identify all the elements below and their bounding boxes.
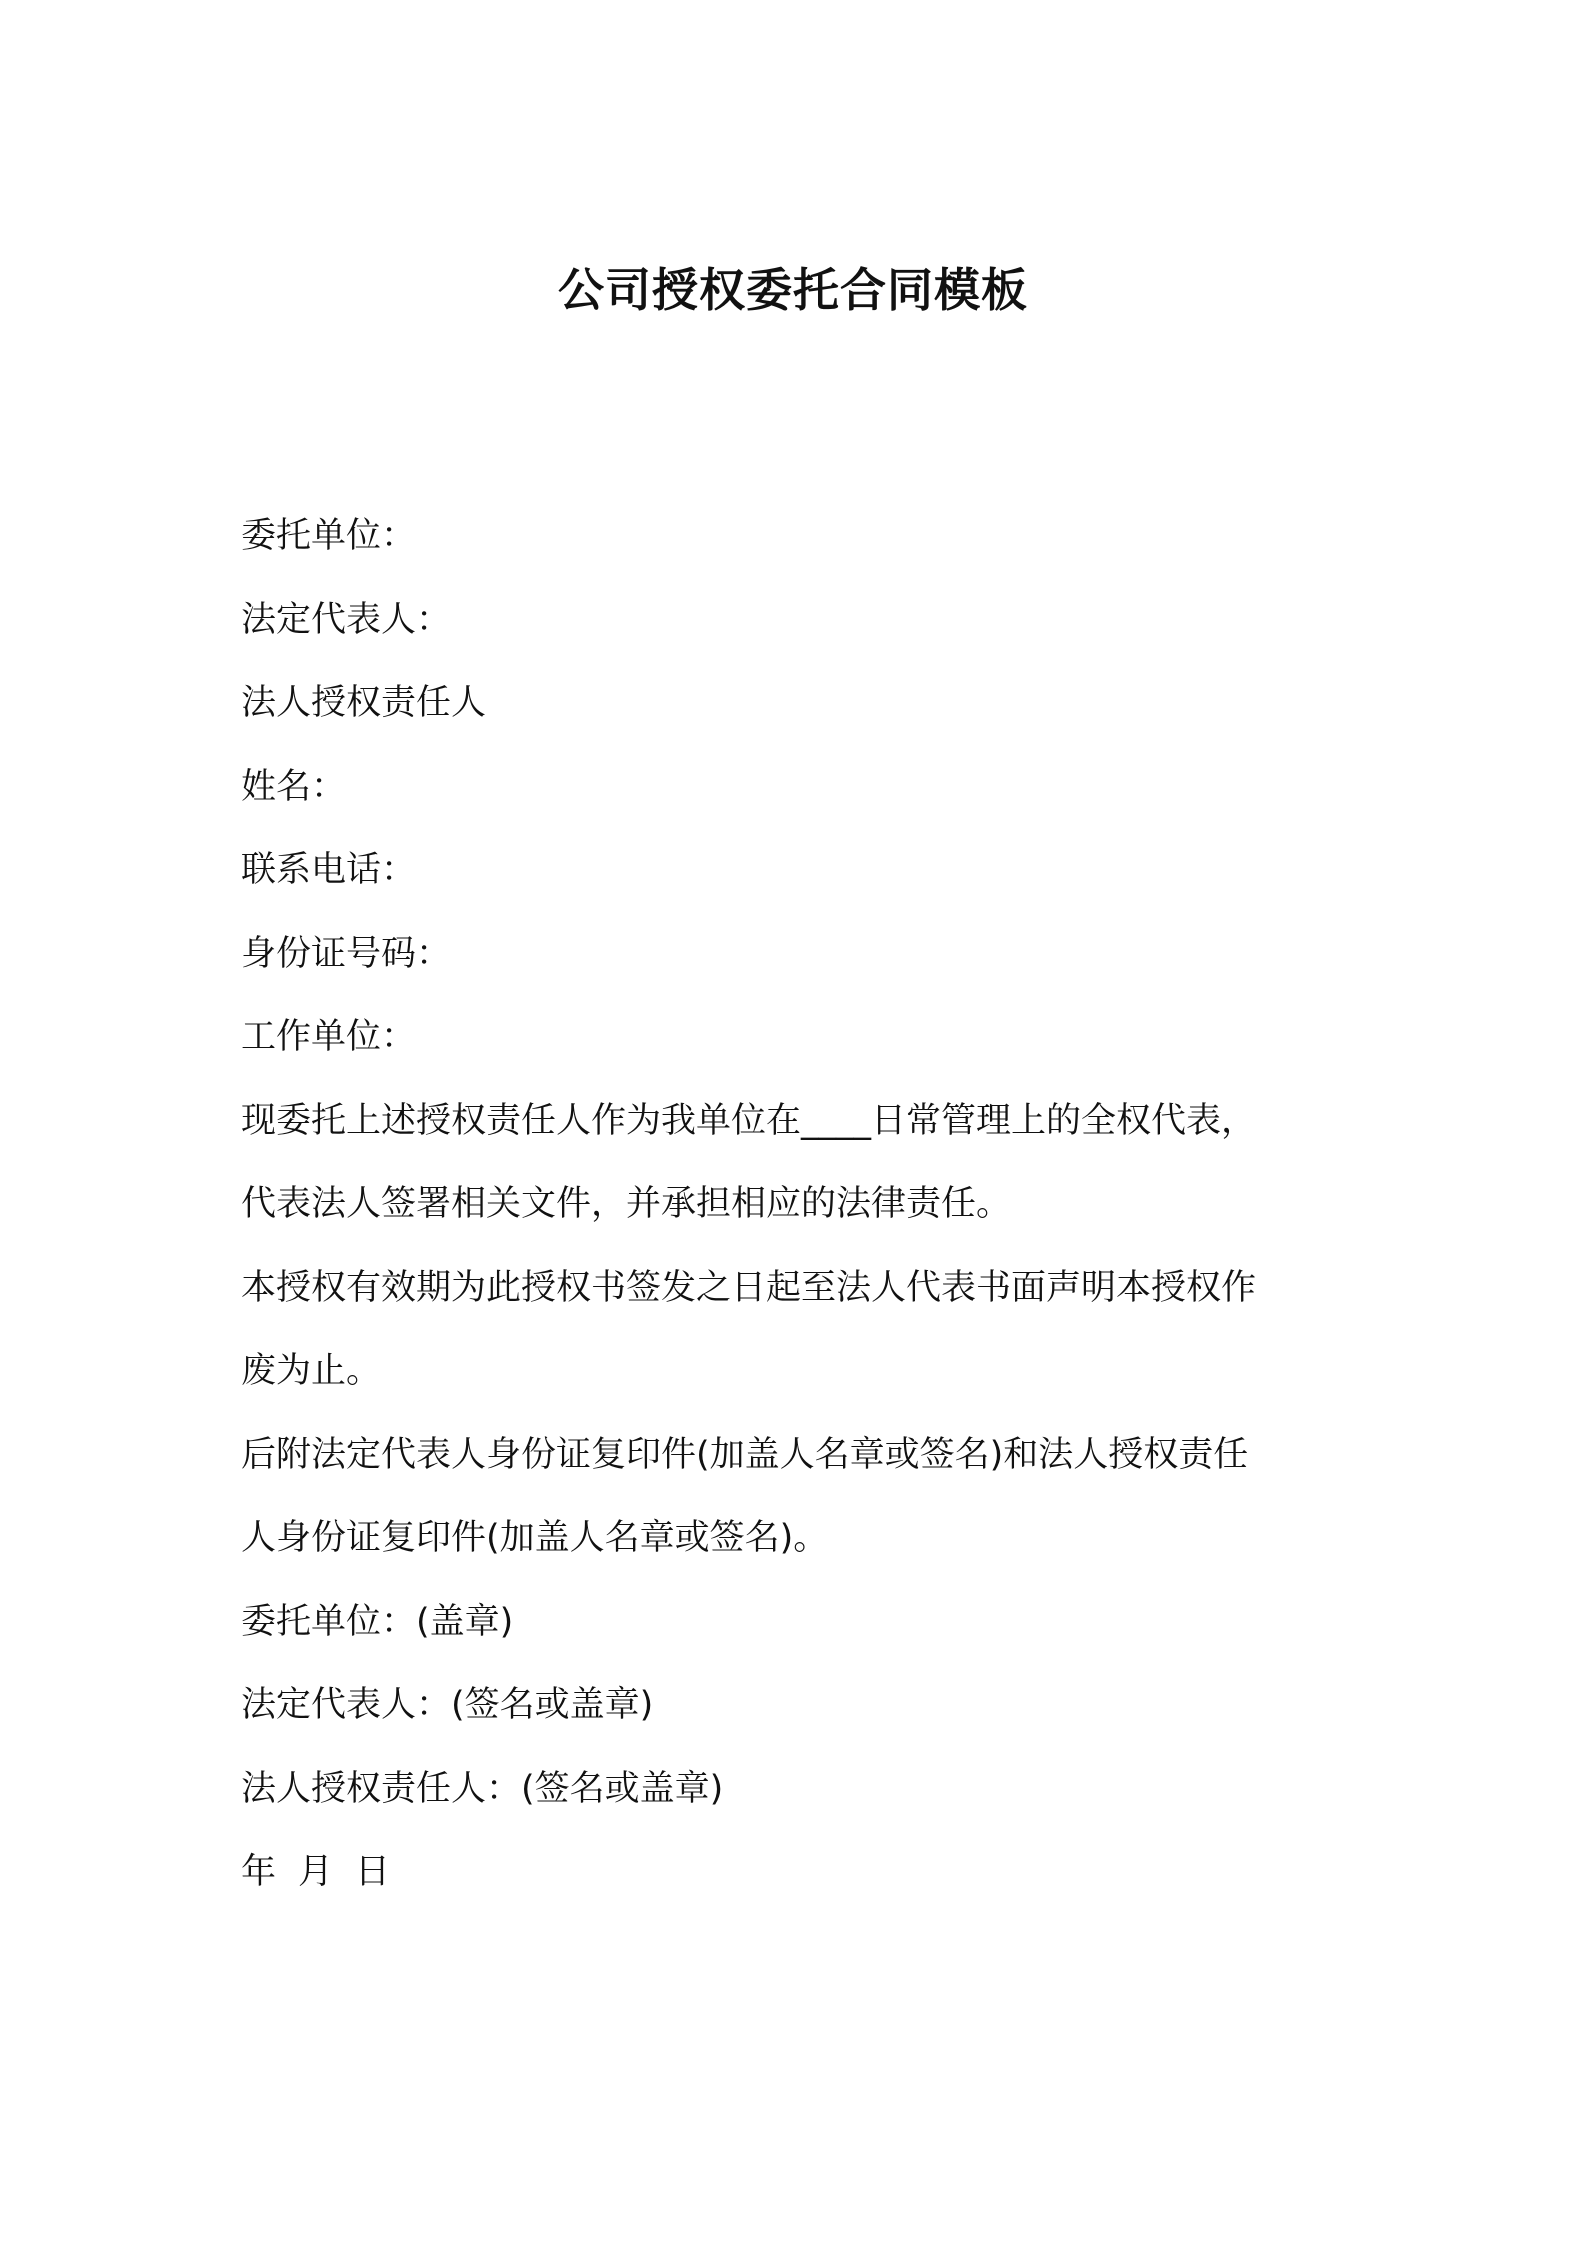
paragraph-attachments-line-2: 人身份证复印件(加盖人名章或签名)。 (241, 1518, 829, 1558)
date-line (241, 1831, 1361, 1915)
document-body (241, 495, 1361, 1915)
signature-legal-representative: 法定代表人：(签名或盖章) (241, 1685, 654, 1725)
signature-entrusting-unit: 委托单位：(盖章) (241, 1601, 514, 1642)
signature-authorized-person: 法人授权责任人：(签名或盖章) (241, 1768, 724, 1809)
section-authorized-person: 法人授权责任人 (241, 683, 487, 723)
date-day: 日 (355, 1852, 391, 1892)
field-name: 姓名： (241, 766, 347, 807)
date-year: 年 (241, 1852, 277, 1892)
paragraph-validity-line-1: 本授权有效期为此授权书签发之日起至法人代表书面声明本授权作 (241, 1267, 1257, 1308)
paragraph-validity-line-2: 废为止。 (241, 1351, 382, 1391)
paragraph-entrustment-line-1: 现委托上述授权责任人作为我单位在____日常管理上的全权代表， (241, 1100, 1257, 1141)
date-month: 月 (298, 1852, 334, 1892)
field-work-unit: 工作单位： (241, 1017, 417, 1057)
field-id-number: 身份证号码： (241, 933, 452, 974)
field-phone: 联系电话： (241, 850, 417, 890)
paragraph-attachments-line-1: 后附法定代表人身份证复印件(加盖人名章或签名)和法人授权责任 (241, 1434, 1249, 1475)
paragraph-entrustment-line-2: 代表法人签署相关文件，并承担相应的法律责任。 (241, 1184, 1012, 1224)
field-entrusting-unit: 委托单位： (241, 516, 417, 556)
document-title: 公司授权委托合同模板 (558, 263, 1028, 317)
field-legal-representative: 法定代表人： (241, 599, 452, 640)
